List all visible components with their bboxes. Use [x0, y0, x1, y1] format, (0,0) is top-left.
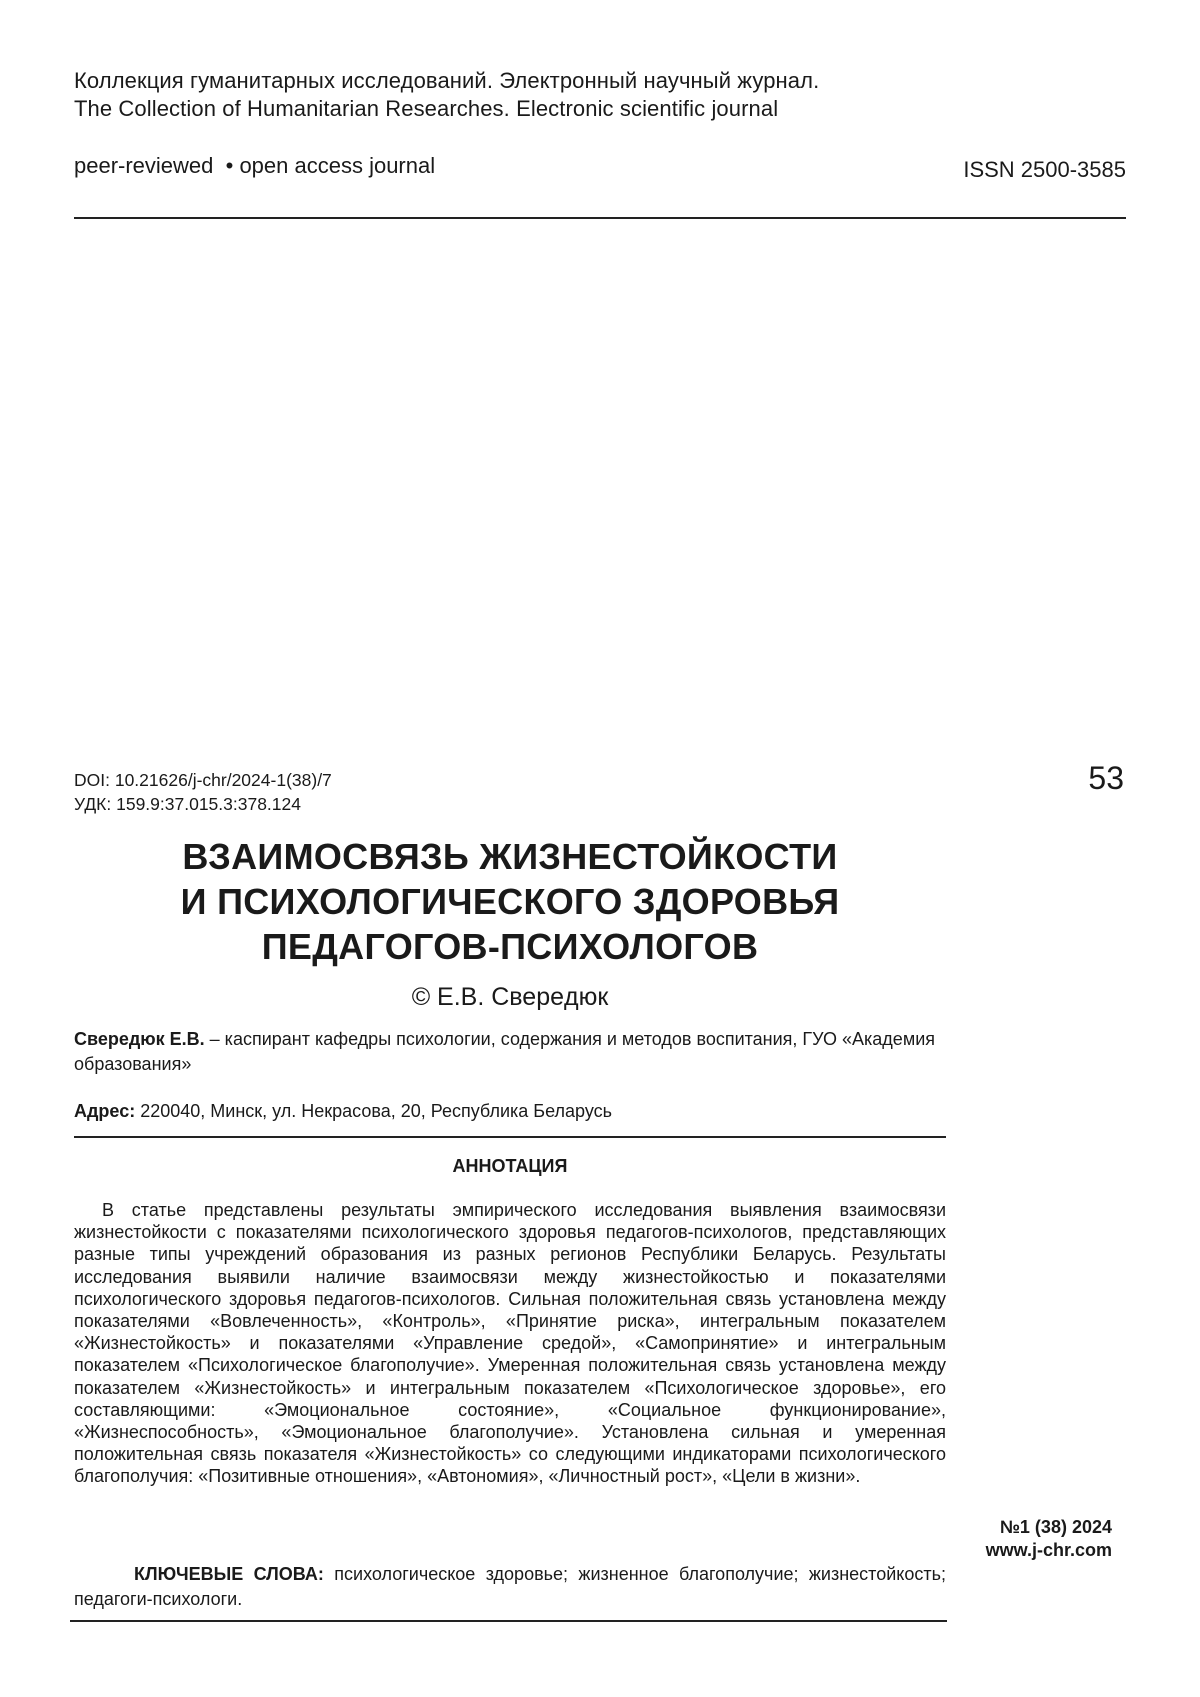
footer-divider	[70, 1620, 947, 1622]
author-byline: © Е.В. Сверeдюк	[411, 983, 609, 1011]
address-text: 220040, Минск, ул. Некрасова, 20, Республика Беларусь	[135, 1101, 613, 1121]
article-title-line-1: ВЗАИМОСВЯЗЬ ЖИЗНЕСТОЙКОСТИ	[182, 836, 838, 877]
keywords-text: психологическое здоровье; жизненное благополучие; жизнестойкость; педагоги-психологи.	[74, 1564, 947, 1609]
annotation-divider	[74, 1136, 946, 1138]
page-number: 53	[1088, 760, 1124, 796]
affiliation-author-name: Сверeдюк Е.В.	[74, 1029, 205, 1049]
header-divider	[74, 217, 1126, 219]
article-title-line-3: ПЕДАГОГОВ-ПСИХОЛОГОВ	[261, 926, 759, 967]
keywords-label: КЛЮЧЕВЫЕ СЛОВА:	[134, 1564, 324, 1584]
author-address	[74, 1101, 946, 1122]
keywords	[74, 1562, 946, 1612]
issue-info	[986, 1516, 1112, 1562]
author-affiliation	[74, 1027, 946, 1077]
doi[interactable]: DOI: 10.21626/j-chr/2024-1(38)/7	[74, 770, 332, 790]
annotation-heading: АННОТАЦИЯ	[452, 1156, 568, 1176]
journal-title-ru: Коллекция гуманитарных исследований. Электронный научный журнал.	[74, 68, 820, 93]
journal-website[interactable]: www.j-chr.com	[985, 1540, 1112, 1560]
address-label: Адрес:	[74, 1101, 136, 1121]
peer-review-note: peer-reviewed • open access journal	[74, 153, 436, 178]
issn: ISSN 2500-3585	[963, 157, 1126, 182]
article-title	[74, 834, 946, 969]
udk: УДК: 159.9:37.015.3:378.124	[74, 794, 301, 814]
issue-number: №1 (38) 2024	[999, 1517, 1112, 1537]
annotation-body: В статье представлены результаты эмпирического исследования выявления взаимосвязи жизнестойкости с показателями психологического здоровья педагогов-психологов, представляющих разные типы учреждений образования из разных регионов Республики Беларусь. Результаты исследования выявили наличие взаимосвязи между жизнестойкостью и показателями психологического здоровья педагогов-психологов. Сильная положительная связь установлена между показателями «Вовлеченность», «Контроль», «Принятие риска», интегральным показателем «Жизнестойкость» и показателями «Управление средой», «Самопринятие» и интегральным показателем «Психологическое благополучие». Умеренная положительная связь установлена между показателем «Жизнестойкость» и интегральным показателем «Психологическое здоровье», его составляющими: «Эмоциональное состояние», «Социальное функционирование», «Жизнеспособность», «Эмоциональное благополучие». Установлена сильная и умеренная положительная связь показателя «Жизнестойкость» со следующими индикаторами психологического благополучия: «Позитивные отношения», «Автономия», «Личностный рост», «Цели в жизни».	[74, 1200, 946, 1487]
journal-title-en: The Collection of Humanitarian Researches. Electronic scientific journal	[74, 96, 779, 121]
article-title-line-2: И ПСИХОЛОГИЧЕСКОГО ЗДОРОВЬЯ	[180, 881, 840, 922]
affiliation-text: – каспирант кафедры психологии, содержания и методов воспитания, ГУО «Академия образования»	[74, 1029, 935, 1074]
